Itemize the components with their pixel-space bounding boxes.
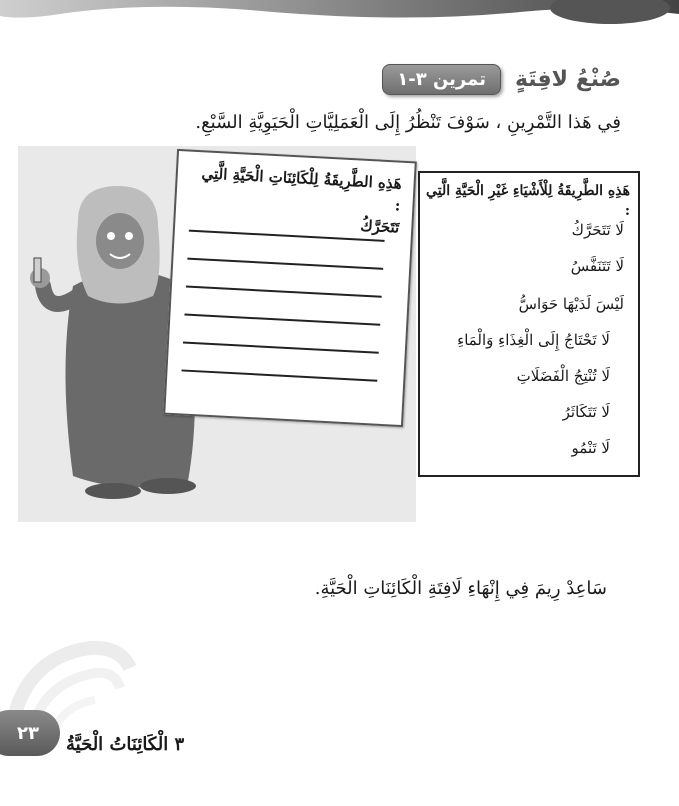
sign-blank-line[interactable] xyxy=(181,369,377,381)
exercise-header xyxy=(382,60,621,98)
living-things-sign xyxy=(163,149,417,427)
panel-item: لَا تَتَنَفَّسُ xyxy=(570,257,624,275)
exercise-number-badge: تمرين ٣-١ xyxy=(382,64,501,95)
top-decorative-band xyxy=(0,0,679,40)
chapter-title: ٣ الْكَائِنَاتُ الْحَيَّةُ xyxy=(66,734,185,755)
sign-heading: هَذِهِ الطَّرِيقَةُ لِلْكَائِنَاتِ الْحَيَّةِ الَّتِي : تَتَحَرَّكُ xyxy=(189,162,402,239)
task-instruction: سَاعِدْ رِيمَ فِي إِنْهَاءِ لَافِتَةِ الْكَائِنَاتِ الْحَيَّةِ. xyxy=(314,578,607,599)
intro-text: فِي هَذا التَّمْرِينِ ، سَوْفَ تَنْظُرُ إِلَى الْعَمَلِيَّاتِ الْحَيَوِيَّةِ السَّبْعِ. xyxy=(195,112,621,133)
panel-item: لَا تَحْتَاجُ إِلَى الْغِذَاءِ وَالْمَاءِ xyxy=(457,331,610,349)
panel-item: لَا تُنْتِجُ الْفَضَلَاتِ xyxy=(516,367,610,385)
page-number: ٢٣ xyxy=(0,710,60,756)
sign-blank-line[interactable] xyxy=(187,258,383,270)
panel-heading: هَذِهِ الطَّرِيقَةُ لِلْأَشْيَاءِ غَيْرِ الْحَيَّةِ الَّتِي : xyxy=(426,183,630,219)
panel-item: لَا تَنْمُو xyxy=(571,439,610,457)
exercise-title: صُنْعُ لافِتَةٍ xyxy=(514,66,621,92)
sign-blank-line[interactable] xyxy=(183,341,379,353)
panel-item: لَا تَتَحَرَّكُ xyxy=(571,221,624,239)
sign-blank-line[interactable] xyxy=(184,314,380,326)
panel-item: لَا تَتَكَاثَرُ xyxy=(562,403,610,421)
sign-first-entry: تَتَحَرَّكُ xyxy=(359,216,400,237)
sign-blank-line[interactable] xyxy=(186,286,382,298)
panel-item: لَيْسَ لَدَيْهَا حَوَاسُّ xyxy=(518,295,624,313)
nonliving-things-panel xyxy=(418,171,640,477)
